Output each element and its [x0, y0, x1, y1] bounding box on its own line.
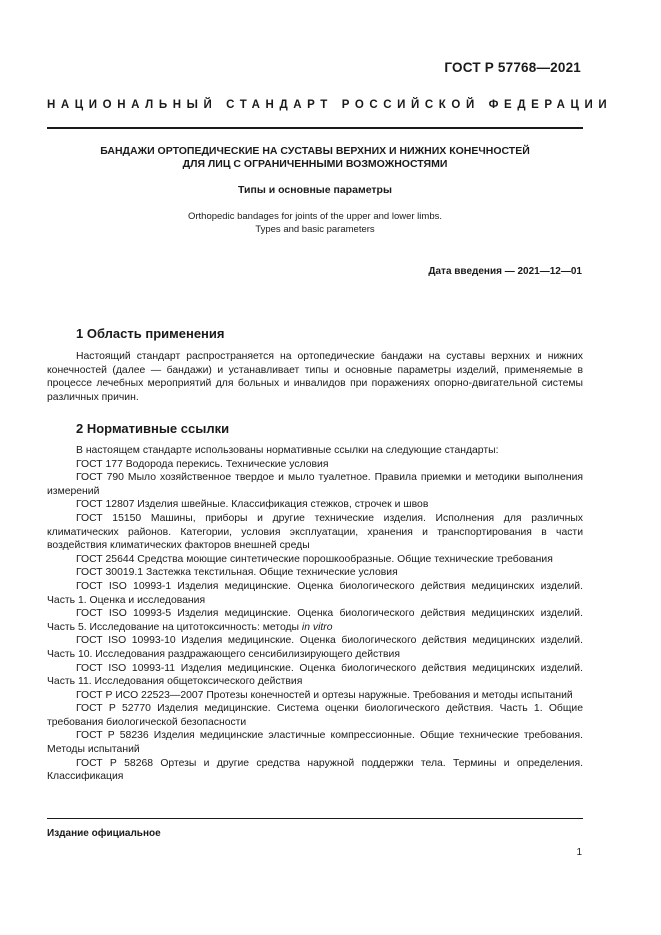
document-title [47, 145, 583, 171]
official-edition-label: Издание официальное [47, 828, 161, 839]
introduction-date: Дата введения — 2021—12—01 [428, 266, 582, 277]
reference-item: ГОСТ Р 58236 Изделия медицинские эластичные компрессионные. Общие технические требования. Методы испытаний [47, 730, 583, 756]
footer-rule [47, 818, 583, 819]
reference-item [47, 607, 583, 634]
section-1-heading: 1 Область применения [76, 326, 225, 341]
reference-item: ГОСТ 790 Мыло хозяйственное твердое и мыло туалетное. Правила приемки и методики выполнения измерений [47, 472, 583, 497]
reference-item: ГОСТ 12807 Изделия швейные. Классификация стежков, строчек и швов [76, 499, 429, 511]
section-2-heading: 2 Нормативные ссылки [76, 421, 230, 436]
title-line-1: БАНДАЖИ ОРТОПЕДИЧЕСКИЕ НА СУСТАВЫ ВЕРХНИХ И НИЖНИХ КОНЕЧНОСТЕЙ [100, 145, 530, 157]
header-rule [47, 127, 583, 129]
references-intro: В настоящем стандарте использованы нормативные ссылки на следующие стандарты: [76, 445, 499, 456]
page-number: 1 [576, 847, 582, 858]
reference-item: ГОСТ 25644 Средства моющие синтетические порошкообразные. Общие технические требования [76, 553, 553, 565]
reference-item: ГОСТ 15150 Машины, приборы и другие технические изделия. Исполнения для различных климатических районов. Категории, условия эксплуатации, хранения и транспортирования в части воздействия климатических факторов внешней среды [47, 512, 583, 552]
section-2-body [47, 444, 583, 784]
english-title-line-2: Types and basic parameters [255, 224, 375, 235]
reference-item: ГОСТ 177 Водорода перекись. Технические условия [76, 458, 329, 470]
document-subtitle: Типы и основные параметры [238, 184, 392, 196]
reference-item: ГОСТ ISO 10993-1 Изделия медицинские. Оценка биологического действия медицинских изделий. Часть 1. Оценка и исследования [47, 580, 583, 606]
reference-item: ГОСТ 30019.1 Застежка текстильная. Общие технические условия [76, 567, 398, 579]
standard-code: ГОСТ Р 57768—2021 [444, 60, 581, 75]
reference-item: ГОСТ Р 52770 Изделия медицинские. Система оценки биологического действия. Часть 1. Общие требования биологической безопасности [47, 703, 583, 728]
english-title [47, 210, 583, 236]
in-vitro-italic: in vitro [301, 621, 333, 633]
reference-item: ГОСТ ISO 10993-11 Изделия медицинские. Оценка биологического действия медицинских изделий. Часть 11. Исследования общетоксического действия [47, 662, 583, 688]
reference-text: ГОСТ ISO 10993-5 Изделия медицинские. Оценка биологического действия медицинских изделий. Часть 5. Исследование на цитотоксичность: методы [47, 608, 583, 633]
english-title-line-1: Orthopedic bandages for joints of the upper and lower limbs. [187, 211, 442, 222]
title-line-2: ДЛЯ ЛИЦ С ОГРАНИЧЕННЫМИ ВОЗМОЖНОСТЯМИ [182, 158, 448, 170]
reference-item: ГОСТ ISO 10993-10 Изделия медицинские. Оценка биологического действия медицинских изделий. Часть 10. Исследования раздражающего сенсибилизирующего действия [47, 635, 583, 660]
reference-item: ГОСТ Р ИСО 22523—2007 Протезы конечностей и ортезы наружные. Требования и методы испытаний [76, 689, 573, 701]
national-standard-banner: НАЦИОНАЛЬНЫЙ СТАНДАРТ РОССИЙСКОЙ ФЕДЕРАЦИИ [47, 99, 613, 111]
section-1-body [47, 350, 583, 404]
reference-item: ГОСТ Р 58268 Ортезы и другие средства наружной поддержки тела. Термины и определения. Классификация [47, 757, 583, 783]
section-1-paragraph: Настоящий стандарт распространяется на ортопедические бандажи на суставы верхних и нижних конечностей (далее — бандажи) и устанавливает типы и основные параметры изделий, применяемые в процессе лечебных мероприятий для больных и инвалидов при поражениях опорно-двигательной системы различных причин. [47, 351, 583, 403]
